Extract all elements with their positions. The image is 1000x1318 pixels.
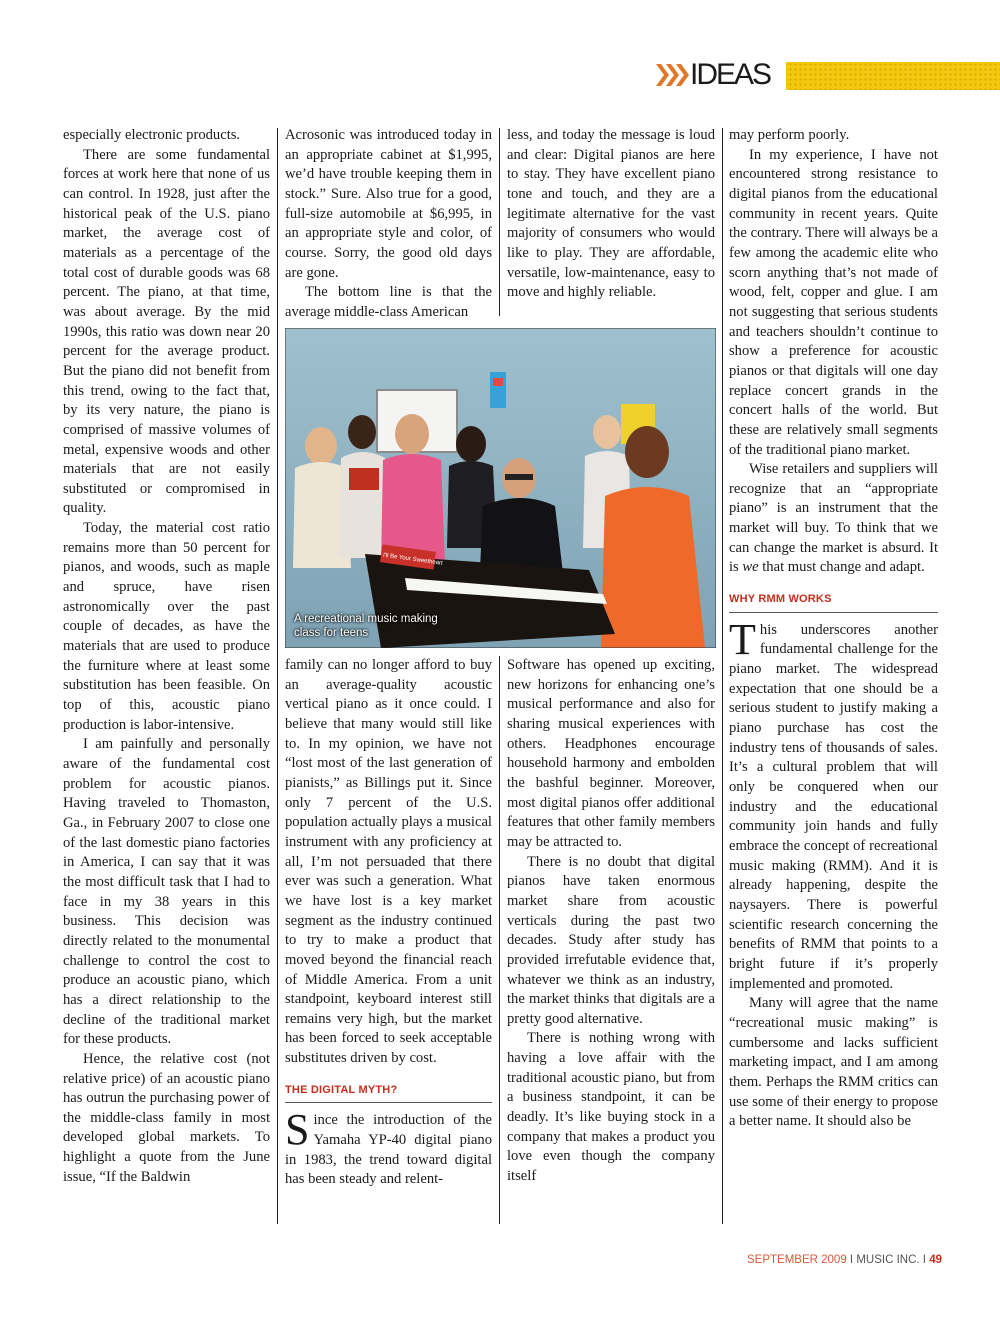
paragraph: Hence, the relative cost (not relative price) of an acoustic piano has outrun the purchasing power of the middle-class family in most developed global markets. To highlight a quote from the June issue, “If the Baldwin: [63, 1050, 270, 1185]
article-column-2-bottom: [285, 656, 492, 1190]
classroom-photo: [285, 328, 716, 648]
paragraph: especially electronic products.: [63, 127, 241, 143]
subhead-digital-myth: THE DIGITAL MYTH?: [285, 1081, 492, 1104]
issue-date: SEPTEMBER 2009: [747, 1254, 847, 1266]
paragraph: less, and today the message is loud and clear: Digital pianos are here to stay. They have excellent piano tone and touch, and they are a legitimate alternative for the vast majority of consumers who would like to play. They are affordable, versatile, low-maintenance, easy to move and highly reliable.: [507, 127, 715, 301]
column-rule: [499, 128, 500, 316]
paragraph: There is no doubt that digital pianos have taken enormous market share from acoustic verticals during the past two decades. Study after study has provided irrefutable evidence that, whatever we think as an industry, the market thinks that digitals are a pretty good alternative.: [507, 853, 715, 1027]
column-rule: [499, 656, 500, 1224]
paragraph-text: that must change and adapt.: [758, 559, 925, 576]
paragraph: [729, 614, 938, 994]
article-column-3-bottom: [507, 656, 715, 1187]
paragraph: [285, 1105, 492, 1190]
article-column-1: [63, 126, 270, 1187]
subhead-why-rmm-works: WHY RMM WORKS: [729, 590, 938, 613]
article-column-2-top: [285, 126, 492, 323]
article-column-4: [729, 126, 938, 1132]
paragraph-text: his underscores another fundamental challenge for the piano market. The widespread expectation that one should be a serious student to justify making a piano purchase has cost the industry tens of thousands of sales. It’s a cultural problem that will only be conquered when our industry and the educational community join hands and fully embrace the concept of recreational music making (RMM). And it is already happening, despite the naysayers. There is powerful scientific research concerning the benefits of RMM that points to a bright future if it’s properly implemented and promoted.: [729, 621, 938, 992]
paragraph: may perform poorly.: [729, 127, 850, 143]
magazine-name: MUSIC INC.: [856, 1254, 920, 1266]
paragraph: family can no longer afford to buy an average-quality acoustic vertical piano as it once could. I believe that many would still like to. In my opinion, we have not “lost most of the last generation of pianists,” as Billings put it. Since only 7 percent of the U.S. population actually plays a musical instrument with any proficiency at all, I’m not persuaded that there ever was such a generation. What we have lost is a key market segment as the industry continued to try to make a product that moved beyond the financial reach of Middle America. From a unit standpoint, keyboard interest still remains very high, but the market has been forced to seek acceptable substitutes driven by cost.: [285, 657, 492, 1067]
article-column-3-top: [507, 126, 715, 303]
paragraph: There is nothing wrong with having a love affair with the traditional acoustic piano, but from a business standpoint, it can be deadly. It’s like buying stock in a company that makes a product you love even though the company itself: [507, 1030, 715, 1185]
photo-illustration: [285, 328, 716, 648]
emphasis: we: [742, 559, 759, 576]
photo-poster-text: I'll Be Your Sweetheart: [382, 552, 443, 567]
paragraph-text: ince the introduction of the Yamaha YP-40 digital piano in 1983, the trend toward digital has been steady and relent-: [285, 1112, 492, 1188]
paragraph: Software has opened up exciting, new horizons for enhancing one’s musical performance and also for sharing musical experiences with others. Headphones encourage household harmony and embolden the bashful beginner. Moreover, most digital pianos offer additional features that other family members may be attracted to.: [507, 657, 715, 850]
paragraph: The bottom line is that the average middle-class American: [285, 284, 492, 320]
chevron-right-icon: [656, 60, 692, 90]
footer-separator: I: [849, 1254, 854, 1266]
paragraph: In my experience, I have not encountered strong resistance to digital pianos from the educational community in recent years. Quite the contrary. There will always be a few among the academic elite who scorn anything that’s not made of wood, felt, copper and glue. I am not suggesting that serious students and teachers shouldn’t continue to show a preference for acoustic pianos or that digitals will one day replace concert grands in the concert halls of the world. But these are relatively small segments of the traditional piano market.: [729, 146, 938, 458]
photo-caption: A recreational music making class for teens: [294, 613, 438, 639]
section-title: IDEAS: [690, 58, 771, 91]
paragraph: [729, 460, 938, 578]
paragraph: I am painfully and personally aware of the fundamental cost problem for acoustic pianos. Having traveled to Thomaston, Ga., in February 2007 to close one of the last domestic piano factories in America, I can say that it was the most difficult task that I had to face in my 38 years in this business. This decision was directly related to the monumental challenge to control the cost to produce an acoustic piano, which has a direct relationship to the decline of the traditional market for these products.: [63, 736, 270, 1048]
drop-cap: S: [285, 1105, 310, 1155]
paragraph-text: Wise retailers and suppliers will recognize that an “appropriate piano” is an instrument that the market will buy. To think that we can change the market is absurd. It is: [729, 461, 938, 576]
drop-cap: T: [729, 614, 756, 664]
footer-separator: I: [922, 1254, 926, 1266]
page-number: 49: [929, 1254, 942, 1266]
paragraph: There are some fundamental forces at work here that none of us can control. In 1928, just after the historical peak of the U.S. piano market, the average cost of materials as a percentage of the total cost of durable goods was 68 percent. The piano, at that time, was about average. By the mid 1990s, this ratio was down near 20 percent for the average product. But the piano did not benefit from this trend, owing to the fact that, by its very nature, the piano is comprised of massive volumes of metal, expensive woods and other materials that are not easily substituted or compromised in quality.: [63, 146, 270, 517]
paragraph: Today, the material cost ratio remains more than 50 percent for pianos, and woods, such as maple and spruce, have risen astronomically over the past couple of decades, as have the materials that are used to produce the furniture where at least some substitution has been feasible. On top of this, acoustic piano production is labor-intensive.: [63, 520, 270, 733]
column-rule: [722, 128, 723, 1224]
column-rule: [277, 128, 278, 1224]
paragraph: Acrosonic was introduced today in an appropriate cabinet at $1,995, we’d have trouble keeping them in stock.” Sure. Also true for a good, full-size automobile at $6,995, in an appropriate style and color, of course. Sorry, the good old days are gone.: [285, 127, 492, 281]
page-footer: [747, 1254, 942, 1266]
paragraph: Many will agree that the name “recreational music making” is cumbersome and lacks sufficient marketing impact, and I am among them. Perhaps the RMM critics can use some of their energy to propose a better name. It should also be: [729, 995, 938, 1130]
